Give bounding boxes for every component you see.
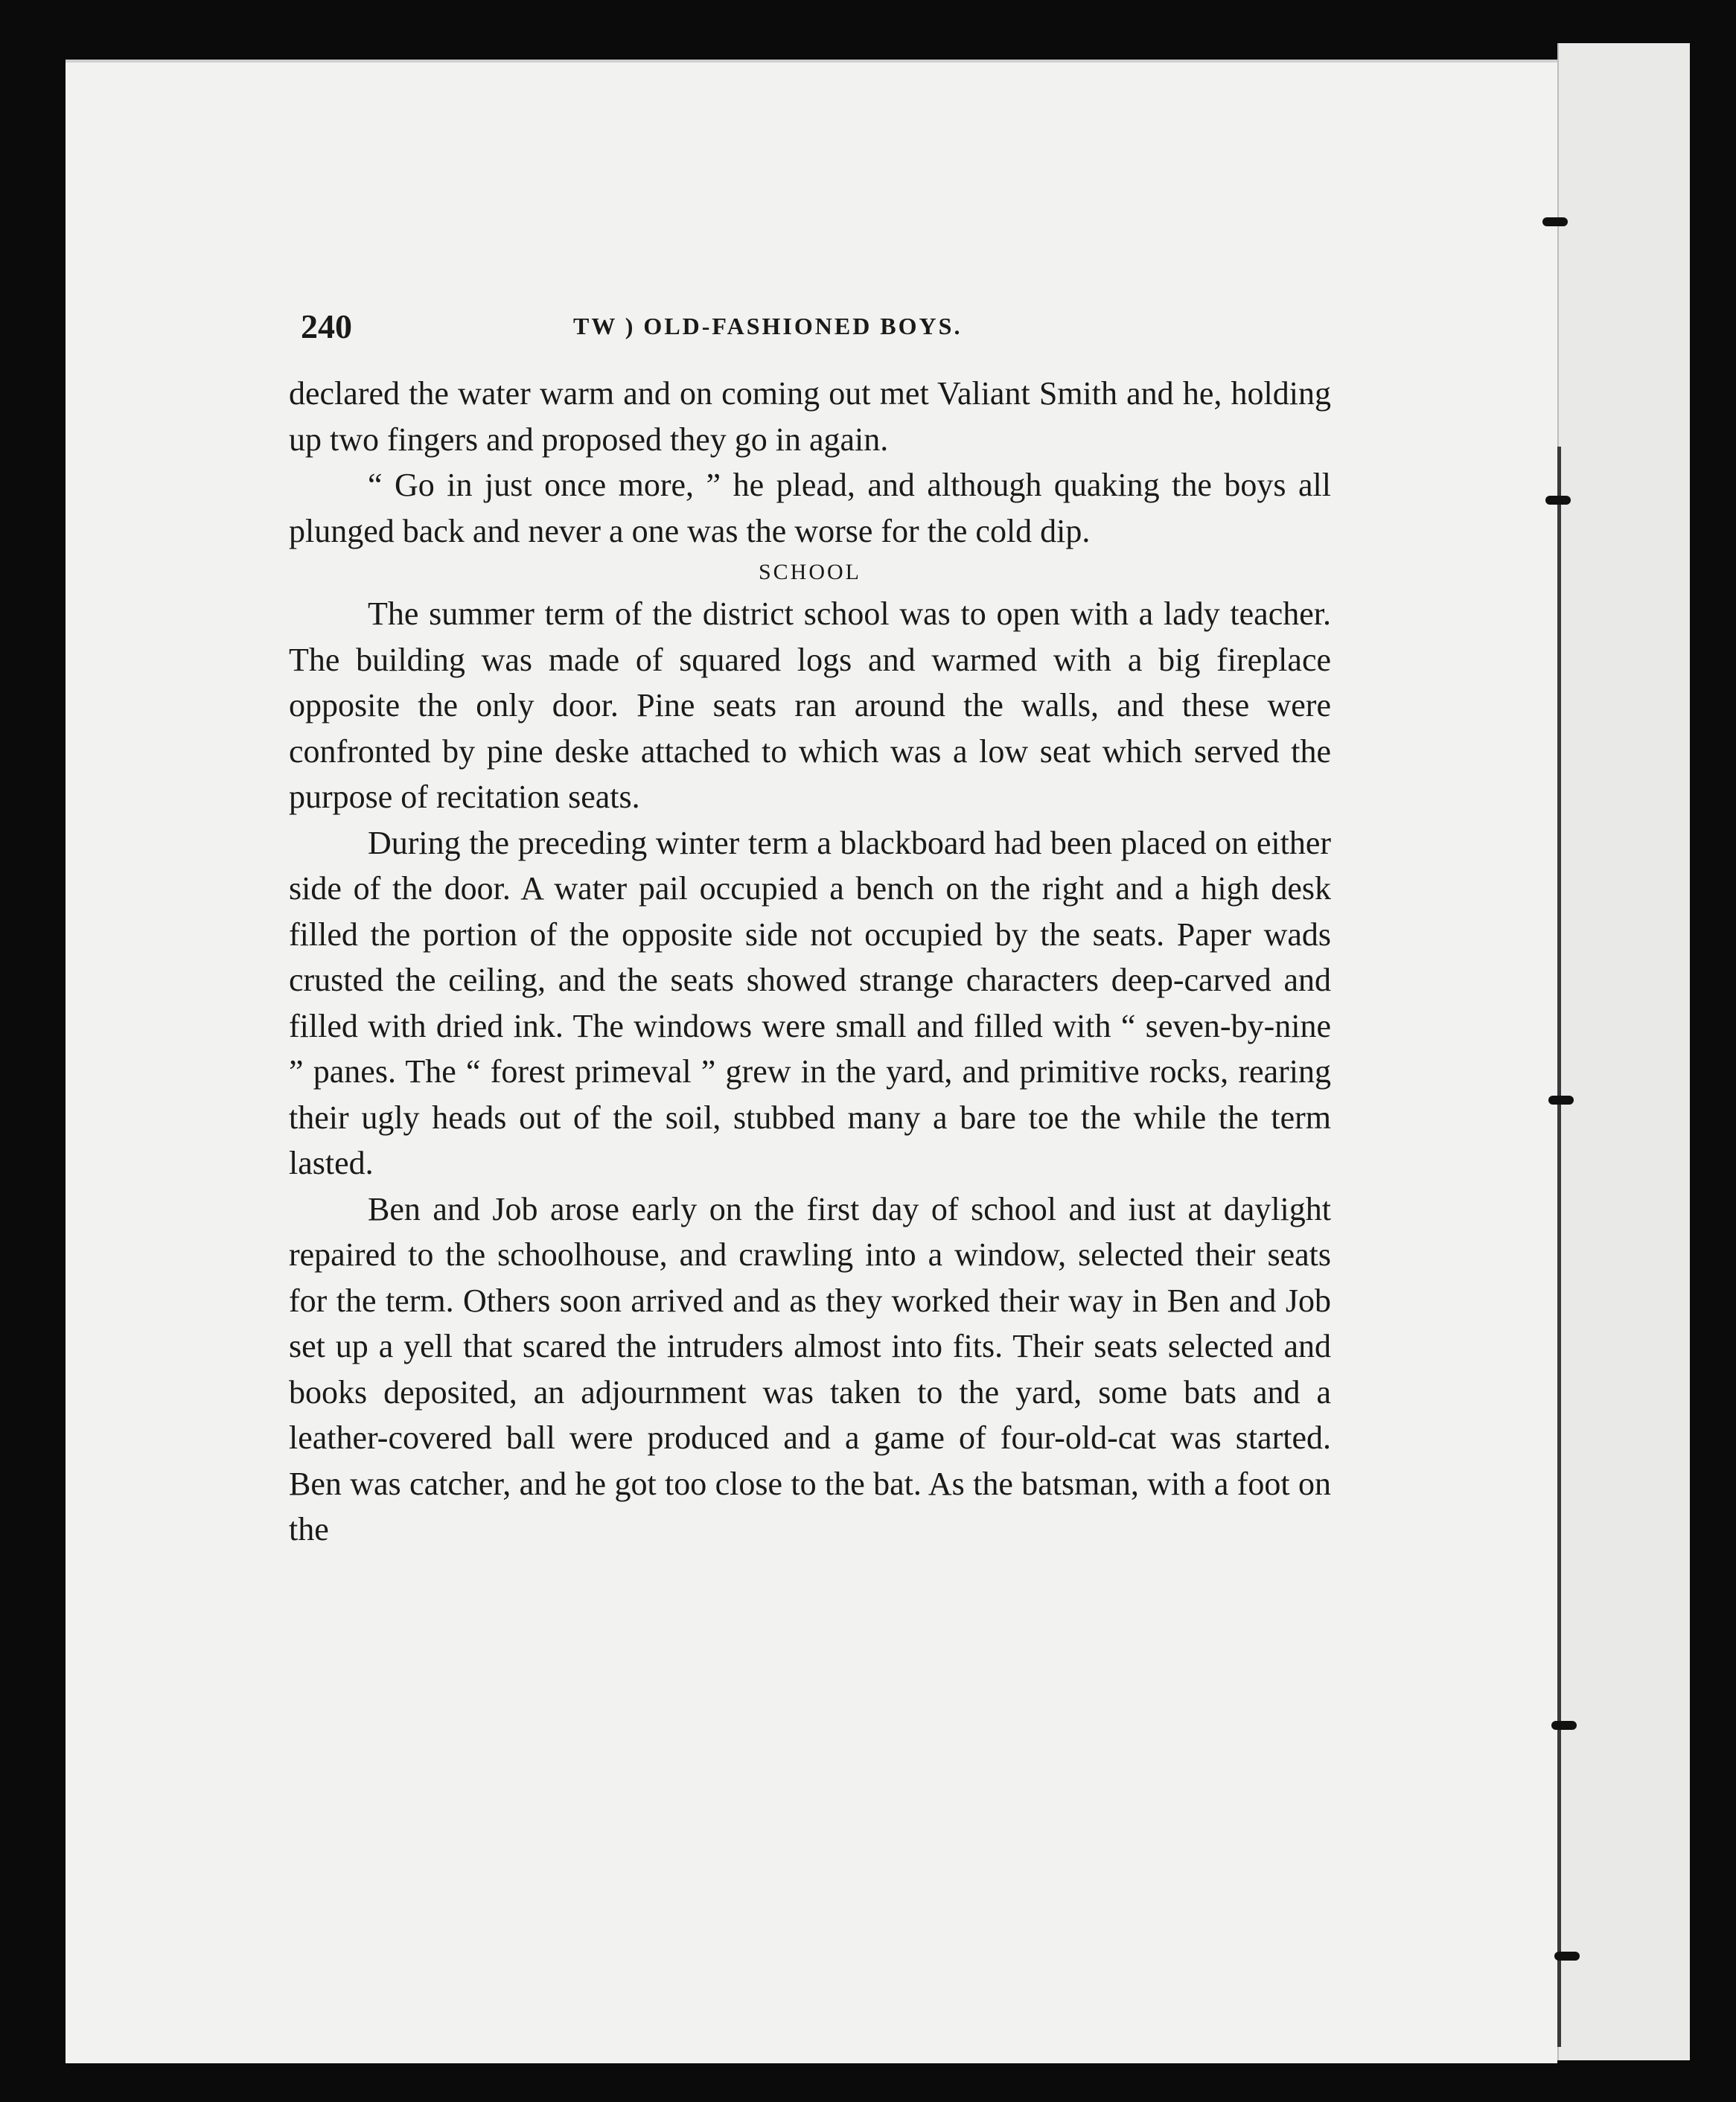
section-heading: SCHOOL <box>758 560 861 584</box>
binding-edge <box>1557 447 1561 2047</box>
running-title: TW ) OLD-FASHIONED BOYS. <box>573 313 963 339</box>
binding-pin-mark <box>1542 217 1568 226</box>
paragraph: Ben and Job arose early on the first day of school and iust at daylight repaired to the schoolhouse, and crawling into a window, selected their seats for the term. Others soon arrived and as they worked their way in Ben and Job set up a yell that scared the intruders almost into fits. Their seats selected and books deposited, an adjournment was taken to the yard, some bats and a leather-covered ball were produced and a game of four-old-cat was started. Ben was catcher, and he got too close to the bat. As the batsman, with a foot on the <box>289 1190 1331 1547</box>
paragraph: “ Go in just once more, ” he plead, and although quaking the boys all plunged back and never a one was the worse for the cold dip. <box>289 467 1331 549</box>
page-number: 240 <box>301 307 352 345</box>
paragraph: The summer term of the district school was to open with a lady teacher. The building was made of squared logs and warmed with a big fireplace opposite the only door. Pine seats ran around the walls, and these were confronted by pine deske attached to which was a low seat which served the purpose of recitation seats. <box>289 595 1331 815</box>
page-body <box>289 371 1331 1553</box>
paragraph: During the preceding winter term a blackboard had been placed on either side of the door. A water pail occupied a bench on the right and a high desk filled the portion of the opposite side not occupied by the seats. Paper wads crusted the ceiling, and the seats showed strange characters deep-carved and filled with dried ink. The windows were small and filled with “ seven-by-nine ” panes. The “ forest primeval ” grew in the yard, and primitive rocks, rearing their ugly heads out of the soil, stubbed many a bare toe the while the term lasted. <box>289 824 1331 1181</box>
facing-page-edge <box>1557 43 1690 2060</box>
page-header <box>223 307 1325 351</box>
binding-pin-mark <box>1554 1952 1580 1961</box>
binding-pin-mark <box>1545 496 1571 505</box>
paragraph-continuation: declared the water warm and on coming out met Valiant Smith and he, holding up two fingers and proposed they go in again. <box>289 375 1331 458</box>
binding-pin-mark <box>1551 1721 1577 1730</box>
binding-pin-mark <box>1548 1096 1574 1105</box>
